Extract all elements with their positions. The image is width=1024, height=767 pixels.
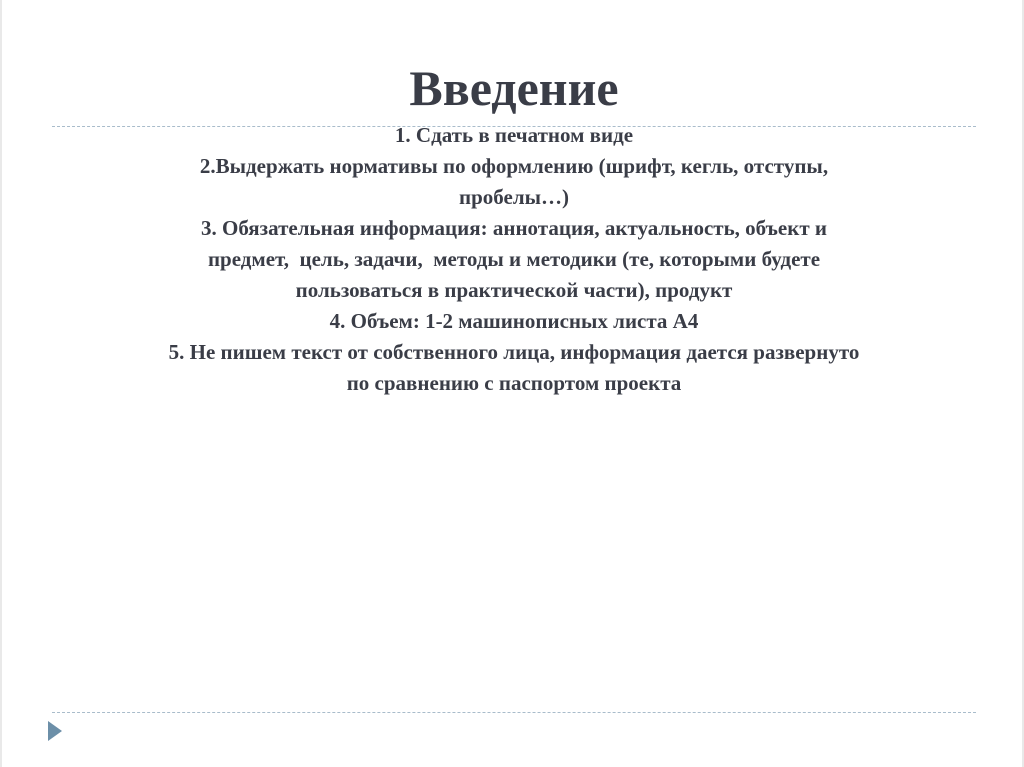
slide-title: Введение xyxy=(409,60,619,116)
body-line: по сравнению с паспортом проекта xyxy=(346,371,682,395)
body-line: 4. Объем: 1-2 машинописных листа А4 xyxy=(329,309,699,333)
triangle-right-icon xyxy=(48,721,62,741)
body-line: предмет, цель, задачи, методы и методики (те, которыми будете xyxy=(207,247,821,271)
slide-body xyxy=(62,120,966,399)
body-line: пробелы…) xyxy=(459,185,569,209)
body-line: пользоваться в практической части), продукт xyxy=(295,278,733,302)
body-line: 2.Выдержать нормативы по оформлению (шрифт, кегль, отступы, xyxy=(199,154,829,178)
footer-divider xyxy=(52,712,976,713)
body-line: 3. Обязательная информация: аннотация, актуальность, объект и xyxy=(201,216,827,240)
body-line: 5. Не пишем текст от собственного лица, информация дается развернуто xyxy=(168,340,860,364)
body-line: 1. Сдать в печатном виде xyxy=(394,123,634,147)
